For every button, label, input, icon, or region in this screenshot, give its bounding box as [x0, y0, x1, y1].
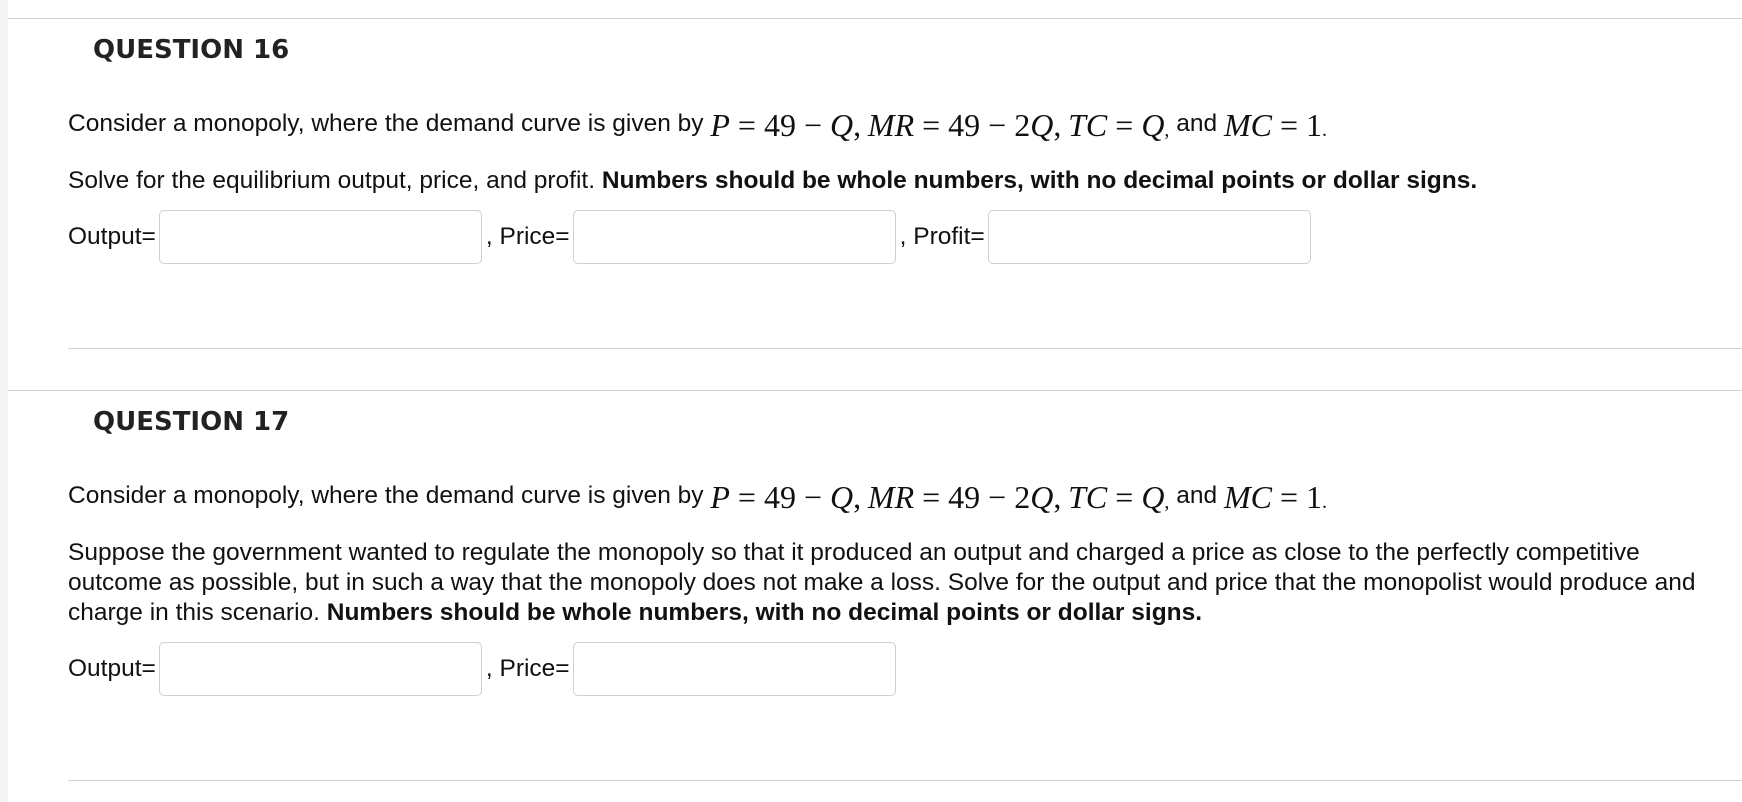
- left-gutter: [0, 0, 8, 802]
- question-16-prompt: Consider a monopoly, where the demand curve is given by P = 49 − Q, MR = 49 − 2Q, TC = $Q_,$ and MC = $1_.$: [68, 107, 1327, 143]
- question-17-prompt-intro: Consider a monopoly, where the demand curve is given by: [68, 482, 704, 509]
- question-16-demand-equation: P = 49 − Q: [710, 107, 854, 143]
- question-16-mc-equation: MC = 1: [1223, 107, 1322, 143]
- question-17-bottom-divider: [68, 780, 1742, 781]
- question-16-title: QUESTION 16: [93, 35, 290, 65]
- question-16-tc-equation: TC = Q: [1068, 107, 1165, 143]
- question-16-answer-row: [68, 210, 1315, 264]
- question-16-output-label: Output=: [68, 223, 156, 250]
- question-16-price-label: , Price=: [485, 223, 570, 250]
- question-17-top-divider: [8, 390, 1742, 391]
- question-16-price-input[interactable]: [573, 210, 896, 264]
- question-16-profit-input[interactable]: [988, 210, 1311, 264]
- question-17-price-label: , Price=: [485, 655, 570, 682]
- question-17-output-input[interactable]: [159, 642, 482, 696]
- question-16-mr-equation: MR = 49 − 2Q: [867, 107, 1054, 143]
- question-17-title: QUESTION 17: [93, 407, 290, 437]
- question-16-output-input[interactable]: [159, 210, 482, 264]
- question-17-and-word: and: [1176, 482, 1218, 509]
- question-16-prompt-intro: Consider a monopoly, where the demand curve is given by: [68, 110, 704, 137]
- question-17-instruction-bold: Numbers should be whole numbers, with no decimal points or dollar signs.: [326, 599, 1203, 626]
- question-17-tc-equation: TC = Q: [1068, 479, 1165, 515]
- question-17-price-input[interactable]: [573, 642, 896, 696]
- question-17-instruction-text: Suppose the government wanted to regulate the monopoly so that it produced an output and charged a price as close to the perfectly competitive outcome as possible, but in such a way that the monopoly does not make a loss. Solve for the output and price that the monopolist would produce and charge in this scenario.: [68, 539, 1696, 626]
- question-17-mr-equation: MR = 49 − 2Q: [867, 479, 1054, 515]
- question-16-bottom-divider: [68, 348, 1742, 349]
- question-17-demand-equation: P = 49 − Q: [710, 479, 854, 515]
- question-17-instruction: [68, 538, 1736, 628]
- question-17-output-label: Output=: [68, 655, 156, 682]
- question-17-prompt: Consider a monopoly, where the demand curve is given by P = 49 − Q, MR = 49 − 2Q, TC = $Q_,$ and MC = $1_.$: [68, 479, 1327, 515]
- question-16-instruction-bold: Numbers should be whole numbers, with no decimal points or dollar signs.: [601, 167, 1478, 194]
- question-16-instruction-text: Solve for the equilibrium output, price, and profit.: [68, 167, 596, 194]
- question-16-profit-label: , Profit=: [899, 223, 985, 250]
- question-16-and-word: and: [1176, 110, 1218, 137]
- question-16-instruction: [68, 166, 1736, 196]
- question-16-top-divider: [8, 18, 1742, 19]
- question-17-mc-equation: MC = 1: [1223, 479, 1322, 515]
- question-17-answer-row: [68, 642, 900, 696]
